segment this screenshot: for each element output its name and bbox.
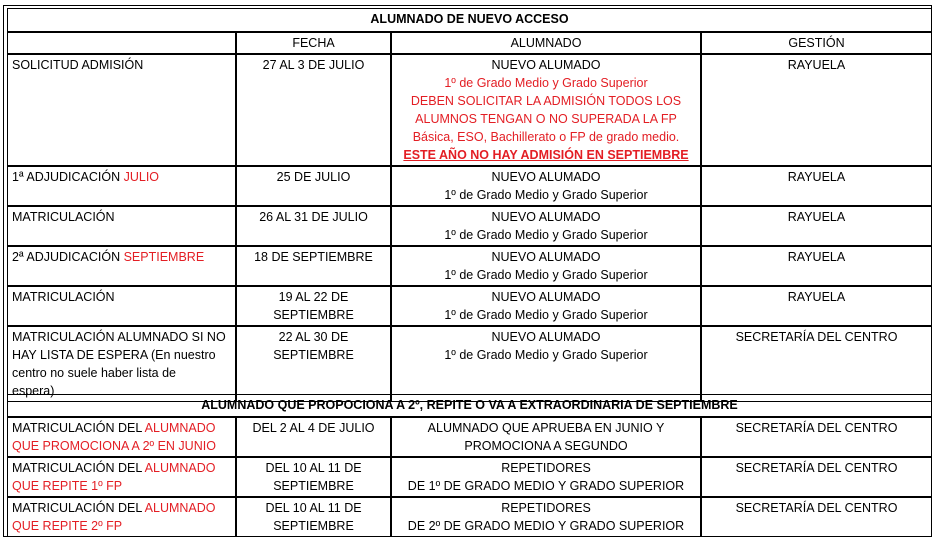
tramite-highlight: ALUMNADO QUE PROMOCIONA A 2º EN JUNIO: [12, 421, 216, 453]
tramite-line: HAY LISTA DE ESPERA (En nuestro: [12, 348, 216, 362]
header-alumnado: ALUMNADO: [391, 32, 701, 54]
alumnado-cell: [391, 457, 701, 497]
alumnado-cell: [391, 246, 701, 286]
gestion-cell: RAYUELA: [701, 54, 932, 166]
table-row: [7, 166, 932, 206]
alumnado-cell: [391, 417, 701, 457]
fecha-cell: 27 AL 3 DE JULIO: [236, 54, 391, 166]
fecha-line: SEPTIEMBRE: [273, 479, 354, 493]
warning-line: ESTE AÑO NO HAY ADMISIÓN EN SEPTIEMBRE: [403, 148, 689, 162]
table-row: [7, 246, 932, 286]
tramite-highlight: SEPTIEMBRE: [123, 250, 205, 264]
tramite-text: MATRICULACIÓN DEL: [12, 461, 145, 475]
tramite-cell: SOLICITUD ADMISIÓN: [7, 54, 236, 166]
alumnado-line: REPETIDORES: [501, 461, 591, 475]
fecha-cell: DEL 2 AL 4 DE JULIO: [236, 417, 391, 457]
gestion-cell: SECRETARÍA DEL CENTRO: [701, 497, 932, 537]
gestion-cell: RAYUELA: [701, 206, 932, 246]
tramite-cell: [7, 457, 236, 497]
fecha-line: SEPTIEMBRE: [273, 519, 354, 533]
alumnado-line: 1º de Grado Medio y Grado Superior: [444, 188, 648, 202]
alumnado-line: 1º de Grado Medio y Grado Superior: [444, 348, 648, 362]
alumnado-line: DE 2º DE GRADO MEDIO Y GRADO SUPERIOR: [407, 519, 685, 533]
fecha-cell: [236, 457, 391, 497]
tramite-line: MATRICULACIÓN ALUMNADO SI NO: [12, 330, 226, 344]
tramite-text: MATRICULACIÓN DEL: [12, 501, 145, 515]
alumnado-cell: [391, 54, 701, 166]
tramite-highlight: ALUMNADO QUE REPITE 2º FP: [12, 501, 216, 533]
alumnado-line: 1º de Grado Medio y Grado Superior: [444, 228, 648, 242]
tramite-line: espera): [12, 384, 55, 398]
tramite-text: 2ª ADJUDICACIÓN: [12, 250, 124, 264]
table-row: [7, 286, 932, 326]
fecha-cell: 25 DE JULIO: [236, 166, 391, 206]
alumnado-line: NUEVO ALUMADO: [491, 290, 601, 304]
fecha-cell: 26 AL 31 DE JULIO: [236, 206, 391, 246]
tramite-text: MATRICULACIÓN DEL: [12, 421, 145, 435]
table-row: [7, 497, 932, 537]
gestion-cell: RAYUELA: [701, 246, 932, 286]
alumnado-line: NUEVO ALUMADO: [491, 250, 601, 264]
fecha-cell: [236, 326, 391, 402]
alumnado-cell: [391, 326, 701, 402]
fecha-line: SEPTIEMBRE: [273, 348, 354, 362]
gestion-cell: RAYUELA: [701, 286, 932, 326]
tramite-cell: [7, 497, 236, 537]
alumnado-line: NUEVO ALUMADO: [491, 330, 601, 344]
alumnado-line: Básica, ESO, Bachillerato o FP de grado medio.: [412, 130, 680, 144]
fecha-line: 19 AL 22 DE: [278, 290, 349, 304]
header-cell: [7, 32, 236, 54]
alumnado-line: NUEVO ALUMADO: [491, 58, 601, 72]
tramite-line: centro no suele haber lista de: [12, 366, 176, 380]
gestion-cell: SECRETARÍA DEL CENTRO: [701, 417, 932, 457]
table-row: [7, 457, 932, 497]
nuevo-acceso-table: [7, 8, 932, 402]
alumnado-line: NUEVO ALUMADO: [491, 210, 601, 224]
alumnado-line: NUEVO ALUMADO: [491, 170, 601, 184]
alumnado-cell: [391, 497, 701, 537]
tramite-cell: MATRICULACIÓN: [7, 286, 236, 326]
tramite-text: 1ª ADJUDICACIÓN: [12, 170, 124, 184]
tramite-highlight: JULIO: [123, 170, 160, 184]
alumnado-line: 1º de Grado Medio y Grado Superior: [444, 268, 648, 282]
alumnado-line: 1º de Grado Medio y Grado Superior: [444, 308, 648, 322]
alumnado-cell: [391, 206, 701, 246]
gestion-cell: SECRETARÍA DEL CENTRO: [701, 326, 932, 402]
header-gestion: GESTIÓN: [701, 32, 932, 54]
alumnado-line: REPETIDORES: [501, 501, 591, 515]
section-title: ALUMNADO DE NUEVO ACCESO: [7, 8, 932, 32]
tramite-cell: [7, 326, 236, 402]
header-fecha: FECHA: [236, 32, 391, 54]
fecha-line: SEPTIEMBRE: [273, 308, 354, 322]
alumnado-line: DE 1º DE GRADO MEDIO Y GRADO SUPERIOR: [407, 479, 685, 493]
fecha-line: 22 AL 30 DE: [278, 330, 349, 344]
alumnado-line: ALUMNADO QUE APRUEBA EN JUNIO Y: [427, 421, 665, 435]
fecha-cell: 18 DE SEPTIEMBRE: [236, 246, 391, 286]
header-row: [7, 32, 932, 54]
tramite-highlight: ALUMNADO QUE REPITE 1º FP: [12, 461, 216, 493]
promociona-table: [7, 394, 932, 537]
fecha-line: DEL 10 AL 11 DE: [265, 501, 362, 515]
alumnado-cell: [391, 286, 701, 326]
table-row: [7, 417, 932, 457]
alumnado-cell: [391, 166, 701, 206]
alumnado-line: PROMOCIONA A SEGUNDO: [464, 439, 628, 453]
gestion-cell: RAYUELA: [701, 166, 932, 206]
alumnado-line: DEBEN SOLICITAR LA ADMISIÓN TODOS LOS: [410, 94, 682, 108]
table-row: [7, 206, 932, 246]
table-row: [7, 54, 932, 166]
fecha-cell: [236, 286, 391, 326]
tramite-cell: [7, 417, 236, 457]
fecha-line: DEL 10 AL 11 DE: [265, 461, 362, 475]
tramite-cell: [7, 246, 236, 286]
fecha-cell: [236, 497, 391, 537]
tramite-cell: [7, 166, 236, 206]
alumnado-line: 1º de Grado Medio y Grado Superior: [444, 76, 648, 90]
gestion-cell: SECRETARÍA DEL CENTRO: [701, 457, 932, 497]
table-row: [7, 326, 932, 402]
tramite-cell: MATRICULACIÓN: [7, 206, 236, 246]
alumnado-line: ALUMNOS TENGAN O NO SUPERADA LA FP: [415, 112, 677, 126]
section-title: ALUMNADO QUE PROPOCIONA A 2º, REPITE O VA A EXTRAORDINARIA DE SEPTIEMBRE: [7, 394, 932, 417]
